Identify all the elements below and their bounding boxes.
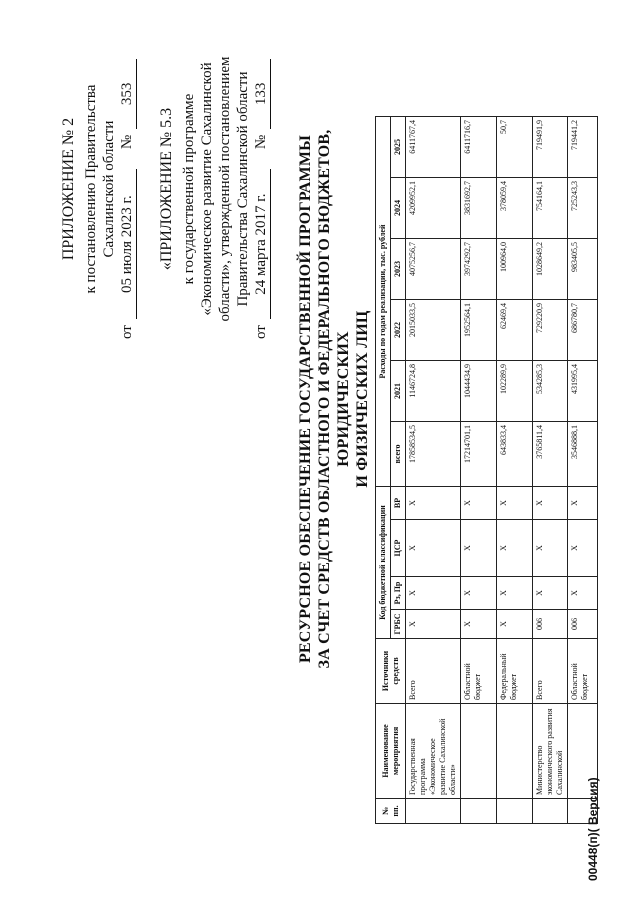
cell-2022: 62469,4 — [497, 300, 533, 361]
cell-2025: 50,7 — [497, 117, 533, 178]
document-title-line1: РЕСУРСНОЕ ОБЕСПЕЧЕНИЕ ГОСУДАРСТВЕННОЙ ПРОГРАММЫ — [297, 134, 314, 664]
cell-grbs: X — [497, 610, 533, 639]
cell-2021: 1146724,8 — [406, 361, 461, 422]
header-grbs: ГРБС — [391, 610, 406, 639]
header-total: всего — [391, 422, 406, 487]
cell-total: 17858534,5 — [406, 422, 461, 487]
cell-2023: 4075256,7 — [406, 239, 461, 300]
header-csr: ЦСР — [391, 520, 406, 577]
cell-csr: X — [533, 520, 568, 577]
cell-2024: 754164,1 — [533, 178, 568, 239]
appendix-current-line2: Сахалинской области — [101, 120, 117, 258]
document-title — [296, 119, 372, 679]
cell-num — [533, 799, 568, 824]
cell-total: 643833,4 — [497, 422, 533, 487]
cell-2025: 6411767,4 — [406, 117, 461, 178]
cell-2021: 102289,9 — [497, 361, 533, 422]
cell-num — [406, 799, 461, 824]
header-name: Наименование мероприятия — [376, 704, 406, 799]
cell-rzpr: X — [568, 577, 598, 610]
header-vr: ВР — [391, 487, 406, 520]
cell-name: Министерство экономического развития Сахалинской — [533, 704, 568, 799]
appendix-current-date: 05 июля 2023 г. — [118, 169, 137, 319]
cell-2021: 431995,4 — [568, 361, 598, 422]
cell-2023: 100964,0 — [497, 239, 533, 300]
appendix-original-no: № — [253, 134, 269, 150]
header-num: № пп. — [376, 799, 406, 824]
cell-source: Всего — [406, 639, 461, 704]
cell-csr: X — [568, 520, 598, 577]
cell-source: Федеральный бюджет — [497, 639, 533, 704]
cell-2024: 3831692,7 — [461, 178, 497, 239]
header-source: Источники средств — [376, 639, 406, 704]
appendix-original-line4: Правительства Сахалинской области — [235, 71, 251, 307]
cell-csr: X — [497, 520, 533, 577]
cell-num — [497, 799, 533, 824]
document-title-line3: И ФИЗИЧЕСКИХ ЛИЦ — [354, 310, 371, 488]
cell-source: Всего — [533, 639, 568, 704]
cell-rzpr: X — [406, 577, 461, 610]
cell-2022: 2015033,5 — [406, 300, 461, 361]
cell-name — [461, 704, 497, 799]
cell-vr: X — [497, 487, 533, 520]
table-row — [568, 117, 598, 824]
appendix-current-title: ПРИЛОЖЕНИЕ № 2 — [60, 117, 77, 261]
header-2022: 2022 — [391, 300, 406, 361]
cell-vr: X — [533, 487, 568, 520]
table-row — [461, 117, 497, 824]
cell-vr: X — [461, 487, 497, 520]
appendix-original — [158, 39, 271, 339]
cell-rzpr: X — [497, 577, 533, 610]
cell-total: 3765811,4 — [533, 422, 568, 487]
header-2021: 2021 — [391, 361, 406, 422]
appendix-original-line1: к государственной программе — [181, 93, 197, 285]
cell-grbs: 006 — [568, 610, 598, 639]
appendix-current — [60, 39, 137, 339]
header-2024: 2024 — [391, 178, 406, 239]
cell-rzpr: X — [461, 577, 497, 610]
cell-2022: 686780,7 — [568, 300, 598, 361]
appendix-original-line3: области», утвержденной постановлением — [217, 56, 233, 322]
cell-name: Государственная программа «Экономическое развитие Сахалинской области» — [406, 704, 461, 799]
appendix-original-date: 24 марта 2017 г. — [252, 169, 271, 319]
appendix-original-number: 133 — [252, 59, 271, 129]
cell-2024: 4209952,1 — [406, 178, 461, 239]
version-stamp: 00448(п)( Версия) — [586, 777, 600, 881]
cell-rzpr: X — [533, 577, 568, 610]
table-row — [533, 117, 568, 824]
cell-grbs: X — [406, 610, 461, 639]
cell-2022: 1952564,1 — [461, 300, 497, 361]
cell-2024: 725243,3 — [568, 178, 598, 239]
appendix-original-from: от — [253, 325, 269, 339]
cell-source: Областной бюджет — [568, 639, 598, 704]
resource-table — [375, 116, 598, 824]
cell-vr: X — [568, 487, 598, 520]
cell-2025: 719441,2 — [568, 117, 598, 178]
appendix-original-title: «ПРИЛОЖЕНИЕ № 5.3 — [158, 107, 175, 271]
appendix-current-no: № — [119, 134, 135, 150]
table-row — [497, 117, 533, 824]
header-2023: 2023 — [391, 239, 406, 300]
header-expenses: Расходы по годам реализации, тыс. рублей — [376, 117, 391, 487]
appendix-current-from: от — [119, 325, 135, 339]
cell-total: 17214701,1 — [461, 422, 497, 487]
cell-2023: 983405,5 — [568, 239, 598, 300]
appendix-original-line2: «Экономическое развитие Сахалинской — [199, 62, 215, 316]
cell-2023: 1028649,2 — [533, 239, 568, 300]
cell-2023: 3974292,7 — [461, 239, 497, 300]
cell-name — [497, 704, 533, 799]
header-2025: 2025 — [391, 117, 406, 178]
cell-grbs: 006 — [533, 610, 568, 639]
cell-csr: X — [461, 520, 497, 577]
cell-2024: 378059,4 — [497, 178, 533, 239]
cell-total: 3546888,1 — [568, 422, 598, 487]
cell-2025: 719491,9 — [533, 117, 568, 178]
cell-num — [461, 799, 497, 824]
cell-2021: 1044434,9 — [461, 361, 497, 422]
cell-2021: 534285,3 — [533, 361, 568, 422]
cell-grbs: X — [461, 610, 497, 639]
appendix-current-line1: к постановлению Правительства — [83, 84, 99, 294]
cell-vr: X — [406, 487, 461, 520]
header-classification: Код бюджетной классификации — [376, 487, 391, 639]
cell-2025: 6411716,7 — [461, 117, 497, 178]
cell-2022: 729220,9 — [533, 300, 568, 361]
header-rzpr: Рз, Пр — [391, 577, 406, 610]
appendix-current-number: 353 — [118, 59, 137, 129]
cell-source: Областной бюджет — [461, 639, 497, 704]
table-row — [406, 117, 461, 824]
document-title-line2: ЗА СЧЕТ СРЕДСТВ ОБЛАСТНОГО И ФЕДЕРАЛЬНОГО БЮДЖЕТОВ, ЮРИДИЧЕСКИХ — [316, 129, 352, 669]
cell-csr: X — [406, 520, 461, 577]
